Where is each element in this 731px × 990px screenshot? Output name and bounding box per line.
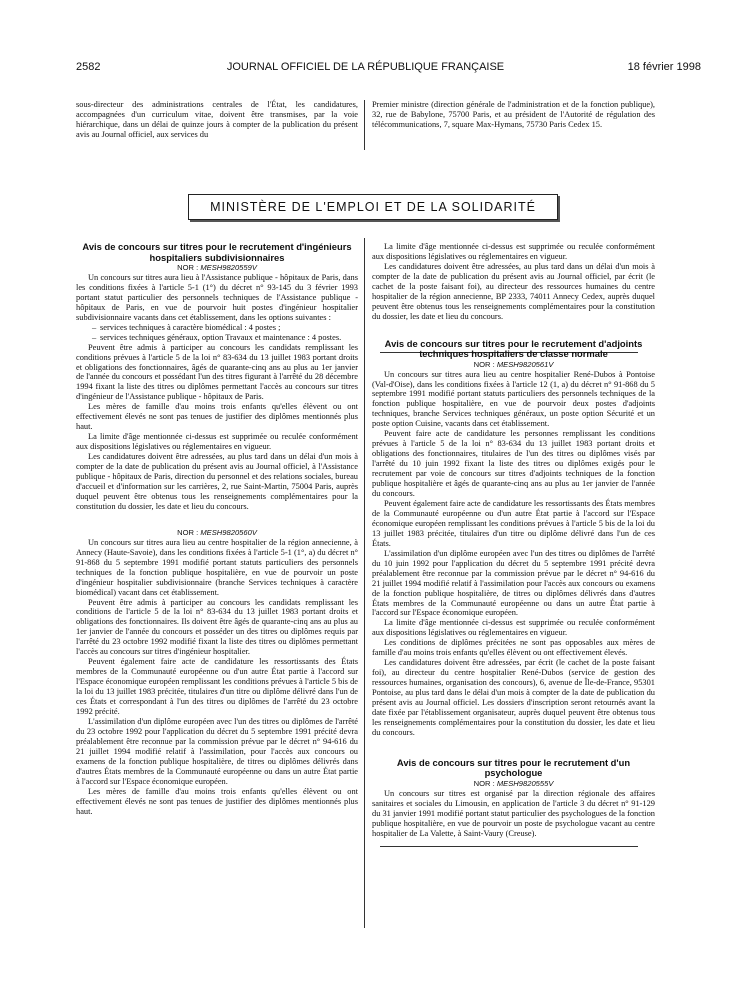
paragraph: L'assimilation d'un diplôme européen avec l'un des titres ou diplômes de l'arrêté du 23 octobre 1992 pour l'application du décret du 5 septembre 1991 précité devra préalablement être reconnue par la commission prévue par le décret n° 94-616 du 21 juillet 1994 modifié relatif à l'assimilation, pour l'accès aux concours ou examens de la fonction publique hospitalière, de titres ou diplômes délivrés dans d'autres États membres de la Communauté européenne ou dans un autre État partie à l'accord sur l'Espace économique européen. — [76, 716, 358, 786]
notice-title: Avis de concours sur titres pour le recrutement d'adjoints techniques hospitaliers de classe normale — [384, 337, 643, 360]
ministry-title: MINISTÈRE DE L'EMPLOI ET DE LA SOLIDARITÉ — [210, 200, 536, 214]
paragraph: Peuvent faire acte de candidature les personnes remplissant les conditions prévues à l'article 5 de la loi n° 83-634 du 13 juillet 1983 portant droits et obligations des fonctionnaires, titulaires de l'un des titres ou diplômes visés par l'arrêté du 10 juin 1992 fixant la liste des titres ou diplômes exigés pour le recrutement par voie de concours sur titres d'adjoints techniques de la fonction publique hospitalière et âgés de quarante-cinq ans au plus au 1er janvier de l'année du concours. — [372, 429, 655, 499]
ministry-banner — [188, 194, 558, 220]
paragraph: La limite d'âge mentionnée ci-dessus est supprimée ou reculée conformément aux dispositions législatives ou réglementaires en vigueur. — [372, 618, 655, 638]
left-column — [76, 242, 358, 816]
list-item: – services techniques généraux, option Travaux et maintenance : 4 postes. — [92, 332, 342, 342]
journal-title: JOURNAL OFFICIEL DE LA RÉPUBLIQUE FRANÇAISE — [226, 61, 505, 73]
notice-title: Avis de concours sur titres pour le recrutement d'ingénieurs hospitaliers subdivisionnaires — [82, 241, 352, 263]
page-number: 2582 — [76, 61, 101, 73]
top-right-column — [372, 100, 655, 130]
paragraph: Peuvent être admis à participer au concours les candidats remplissant les conditions prévues à l'article 5 de la loi n° 83-634 du 13 juillet 1983 portant droits et obligations des fonctionnaires, âgés de quarante-cinq ans au plus au 1er janvier de l'année du concours et possédant l'un des titres figurant à l'arrêté du 28 décembre 1994 fixant la liste des titres ou diplômes permettant l'accès au concours sur titres d'ingénieur de l'Assistance publique - hôpitaux de Paris. — [76, 342, 358, 402]
publication-date: 18 février 1998 — [627, 61, 701, 73]
nor-reference: NOR : MESH9820559V — [177, 263, 257, 272]
nor-reference: NOR : MESH9820560V — [177, 527, 257, 537]
paragraph: Les conditions de diplômes précitées ne sont pas opposables aux mères de famille d'au moins trois enfants qu'elles élèvent ou ont effectivement élevés. — [372, 638, 655, 658]
paragraph: Les candidatures doivent être adressées, par écrit (le cachet de la poste faisant foi), au directeur du centre hospitalier René-Dubos (service de gestion des ressources humaines, organisation des concours), 6, avenue de Île-de-France, 95301 Pontoise, au plus tard dans le délai d'un mois à compter de la date de publication du présent avis au Journal officiel. Les dossiers d'inscription seront retournés avant la date fixée par l'établissement organisateur, auprès duquel peuvent être obtenus tous les renseignements complémentaires pour la constitution du dossier, les date et lieu du concours. — [372, 658, 655, 737]
paragraph: Peuvent être admis à participer au concours les candidats remplissant les conditions de l'article 5 de la loi n° 83-634 du 13 juillet 1983 portant droits et obligations des fonctionnaires. Ils doivent être âgés de quarante-cinq ans au plus au 1er janvier de l'année du concours et posséder un des titres ou diplômes requis par l'arrêté du 23 octobre 1992 modifié fixant la liste des titres ou diplômes permettant l'accès au concours sur titres d'ingénieur hospitalier. — [76, 597, 358, 657]
column-divider — [364, 238, 365, 928]
continued-paragraph: sous-directeur des administrations centrales de l'État, les candidatures, accompagnées d'un curriculum vitae, doivent être transmises, par la voie hiérarchique, dans un délai de quinze jours à compter de la publication du présent avis au Journal officiel, aux services du — [76, 100, 358, 139]
top-left-column — [76, 100, 358, 140]
nor-reference: NOR : MESH9820561V — [473, 359, 554, 369]
paragraph: Les candidatures doivent être adressées, au plus tard dans un délai d'un mois à compter de la date de publication du présent avis au Journal officiel, par écrit (le cachet de la poste faisant foi), au directeur des ressources humaines du centre hospitalier de la région annecienne, BP 2333, 74011 Annecy Cedex, auprès duquel peuvent être obtenus tous les renseignements complémentaires pour la constitution du dossier, les date et lieu du concours. — [372, 261, 655, 321]
paragraph: L'assimilation d'un diplôme européen avec l'un des titres ou diplômes de l'arrêté du 10 juin 1992 pour l'application du décret du 5 septembre 1991 précité devra préalablement être reconnue par la commission prévue par le décret n° 94-616 du 21 juillet 1994 modifié relatif à l'assimilation pour l'accès aux concours ou examens de la fonction publique hospitalière, de titres ou diplômes délivrés dans d'autres États membres de la Communauté européenne ou dans un autre État partie à l'accord sur l'Espace économique européen. — [372, 548, 655, 618]
paragraph: Les mères de famille d'au moins trois enfants qu'elles élèvent ou ont effectivement élevés ne sont pas tenues de justifier des diplômes mentionnés plus haut. — [76, 786, 358, 816]
paragraph: Un concours sur titres aura lieu au centre hospitalier René-Dubos à Pontoise (Val-d'Oise), dans les conditions fixées à l'article 12 (1, a) du décret n° 91-868 du 5 septembre 1991 modifié portant statuts particuliers des personnels techniques de la fonction publique hospitalière, en vue de pourvoir deux postes d'adjoints techniques, branche Services techniques généraux, un poste option Sécurité et un poste option Cuisine, vacants dans cet établissement. — [372, 369, 655, 429]
paragraph: Un concours sur titres aura lieu à l'Assistance publique - hôpitaux de Paris, dans les conditions fixées à l'article 5-1 (1°) du décret n° 93-145 du 3 février 1993 portant statut particulier des personnels techniques de l'Assistance publique - hôpitaux de Paris, en vue de pourvoir huit postes d'ingénieur hospitalier subdivisionnaire vacants dans cet établissement, dans les options suivantes : — [76, 272, 358, 322]
list-item: – services techniques à caractère biomédical : 4 postes ; — [92, 322, 281, 332]
paragraph: Peuvent également faire acte de candidature les ressortissants des États membres de la Communauté européenne ou d'un autre État partie à l'accord sur l'Espace économique européen remplissant les conditions prévues à l'article 5 bis de la loi du 13 juillet 1983 précitée, titulaires d'un titre ou diplôme délivré dans l'un de ces États. — [372, 498, 655, 548]
right-column — [372, 242, 655, 839]
paragraph: Un concours sur titres est organisé par la direction régionale des affaires sanitaires et sociales du Limousin, en application de l'article 3 du décret n° 91-129 du 31 janvier 1991 modifié portant statut particulier des psychologues de la fonction publique hospitalière, en vue de pourvoir un poste de psychologue vacant au centre hospitalier de La Valette, à Saint-Vaury (Creuse). — [372, 788, 655, 838]
paragraph: La limite d'âge mentionnée ci-dessus est supprimée ou reculée conformément aux dispositions législatives ou réglementaires en vigueur. — [372, 242, 655, 261]
paragraph: La limite d'âge mentionnée ci-dessus est supprimée ou reculée conformément aux dispositions législatives ou réglementaires en vigueur. — [76, 432, 358, 452]
nor-reference: NOR : MESH9820555V — [473, 778, 554, 788]
top-column-divider — [364, 100, 365, 150]
section-separator — [380, 846, 638, 847]
continued-paragraph-end: Premier ministre (direction générale de l'administration et de la fonction publique), 32, rue de Babylone, 75700 Paris, et au président de l'Autorité de régulation des télécommunications, 7, square Max-Hymans, 75730 Paris Cedex 15. — [372, 100, 655, 129]
paragraph: Les mères de famille d'au moins trois enfants qu'elles élèvent ou ont effectivement élevés ne sont pas tenues de justifier des diplômes mentionnés plus haut. — [76, 402, 358, 432]
paragraph: Les candidatures doivent être adressées, au plus tard dans un délai d'un mois à compter de la date de publication du présent avis au Journal officiel, à l'Assistance publique - hôpitaux de Paris, direction du personnel et des relations sociales, bureau d'accueil et d'information sur les carrières, 2, rue Saint-Martin, 75004 Paris, auprès duquel peuvent être obtenus tous les renseignements complémentaires pour la constitution du dossier, les date et lieu du concours. — [76, 452, 358, 511]
notice-title: Avis de concours sur titres pour le recrutement d'un psychologue — [396, 756, 631, 779]
paragraph: Un concours sur titres aura lieu au centre hospitalier de la région annecienne, à Annecy (Haute-Savoie), dans les conditions fixées à l'article 5-1 (1°, a) du décret n° 91-868 du 5 septembre 1991 modifié portant statuts particuliers des personnels techniques de la fonction publique hospitalière, en vue de pourvoir un poste d'ingénieur hospitalier subdivisionnaire (branche Services techniques à caractère biomédical) vacant dans cet établissement. — [76, 537, 358, 597]
paragraph: Peuvent également faire acte de candidature les ressortissants des États membres de la Communauté européenne ou d'un autre État partie à l'accord sur l'Espace économique européen remplissant les conditions prévues à l'article 5 bis de la loi du 13 juillet 1983 précitée, titulaires d'un titre ou diplôme délivré dans l'un de ces États et correspondant à l'un des titres ou diplômes de l'arrêté du 23 octobre 1992 précité. — [76, 657, 358, 716]
